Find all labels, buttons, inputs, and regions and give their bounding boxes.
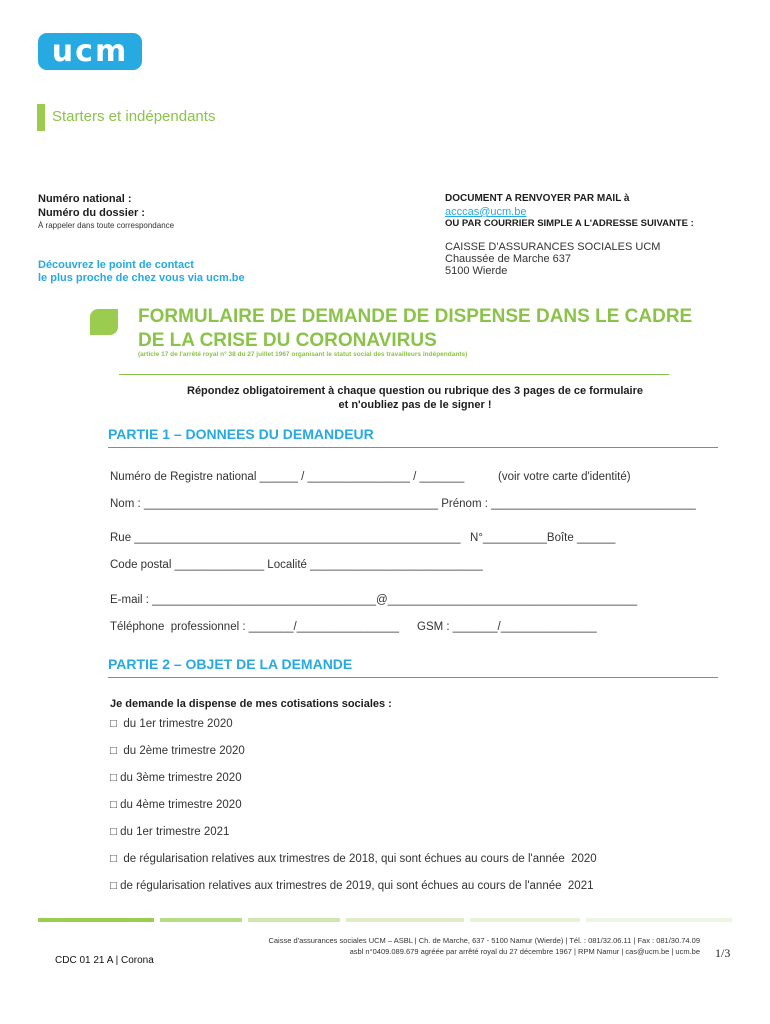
gsm-field[interactable]: GSM : _______/_______________ — [417, 621, 597, 633]
contact-link-line2[interactable]: le plus proche de chez vous via ucm.be — [38, 272, 245, 284]
footer-bar-segment — [470, 918, 580, 922]
numero-dossier-label: Numéro du dossier : — [38, 207, 145, 219]
option-q1-2020[interactable]: □ du 1er trimestre 2020 — [110, 718, 233, 730]
option-regularisation-2019[interactable]: □ de régularisation relatives aux trimestres de 2019, qui sont échues au cours de l'année 2021 — [110, 880, 594, 892]
email-link[interactable]: acccas@ucm.be — [445, 206, 527, 218]
nom-prenom-field[interactable]: Nom : ______________________________________________ Prénom : ________________________________ — [110, 498, 696, 510]
form-title-line2: DE LA CRISE DU CORONAVIRUS — [138, 330, 437, 351]
form-title — [138, 305, 738, 353]
option-q3-2020[interactable]: □ du 3ème trimestre 2020 — [110, 772, 242, 784]
tagline-accent-bar — [37, 104, 45, 131]
part1-underline — [108, 447, 718, 448]
instruction-line2: et n'oubliez pas de le signer ! — [338, 399, 492, 411]
title-accent-shape — [90, 309, 118, 335]
document-code: CDC 01 21 A | Corona — [55, 955, 154, 966]
footer-legal-line1: Caisse d'assurances sociales UCM – ASBL | Ch. de Marche, 637 - 5100 Namur (Wierde) | Tél. : 081/32.06.11 | Fax : 081/30.74.09 — [268, 936, 700, 945]
page-number: 1/3 — [715, 946, 731, 960]
address-line1: CAISSE D'ASSURANCES SOCIALES UCM — [445, 241, 661, 253]
mail-instruction: DOCUMENT A RENVOYER PAR MAIL à — [445, 193, 630, 204]
registre-hint: (voir votre carte d'identité) — [498, 471, 631, 483]
option-regularisation-2018[interactable]: □ de régularisation relatives aux trimestres de 2018, qui sont échues au cours de l'année 2020 — [110, 853, 597, 865]
rue-field[interactable]: Rue ___________________________________________________ N°__________Boîte ______ — [110, 532, 616, 544]
footer-legal-line2: asbl n°0409.089.679 agréée par arrêté royal du 27 décembre 1967 | RPM Namur | cas@ucm.be | ucm.be — [349, 947, 700, 956]
part2-underline — [108, 677, 718, 678]
option-q1-2021[interactable]: □ du 1er trimestre 2021 — [110, 826, 230, 838]
tagline: Starters et indépendants — [52, 108, 216, 125]
footer-bar-segment — [346, 918, 464, 922]
address-line3: 5100 Wierde — [445, 265, 508, 277]
option-q4-2020[interactable]: □ du 4ème trimestre 2020 — [110, 799, 242, 811]
address-line2: Chaussée de Marche 637 — [445, 253, 571, 265]
footer-bar-segment — [38, 918, 154, 922]
form-subtitle: (article 17 de l'arrêté royal n° 38 du 27 juillet 1967 organisant le statut social des travailleurs indépendants) — [138, 351, 468, 358]
dispense-intro: Je demande la dispense de mes cotisations sociales : — [110, 698, 392, 710]
title-divider — [119, 374, 669, 375]
code-postal-localite-field[interactable]: Code postal ______________ Localité ___________________________ — [110, 559, 483, 571]
numero-national-label: Numéro national : — [38, 193, 132, 205]
form-title-line1: FORMULAIRE DE DEMANDE DE DISPENSE DANS LE CADRE — [138, 306, 693, 327]
contact-link-line1[interactable]: Découvrez le point de contact — [38, 259, 194, 271]
footer-bar-segment — [248, 918, 340, 922]
footer-bar-segment — [160, 918, 242, 922]
option-q2-2020[interactable]: □ du 2ème trimestre 2020 — [110, 745, 245, 757]
footer-legal — [140, 935, 700, 957]
telephone-field[interactable]: Téléphone professionnel : _______/________________ — [110, 621, 400, 633]
part1-title: PARTIE 1 – DONNEES DU DEMANDEUR — [108, 426, 374, 442]
registre-field[interactable]: Numéro de Registre national ______ / ________________ / _______ — [110, 471, 465, 483]
instruction-text — [120, 384, 710, 412]
courrier-instruction: OU PAR COURRIER SIMPLE A L'ADRESSE SUIVANTE : — [445, 218, 694, 229]
footer-bar-segment — [586, 918, 732, 922]
instruction-line1: Répondez obligatoirement à chaque question ou rubrique des 3 pages de ce formulaire — [187, 385, 643, 397]
rappeler-note: À rappeler dans toute correspondance — [38, 221, 175, 230]
ucm-logo: ucm — [38, 33, 142, 70]
part2-title: PARTIE 2 – OBJET DE LA DEMANDE — [108, 656, 353, 672]
email-field[interactable]: E-mail : ___________________________________@_______________________________________ — [110, 594, 638, 606]
